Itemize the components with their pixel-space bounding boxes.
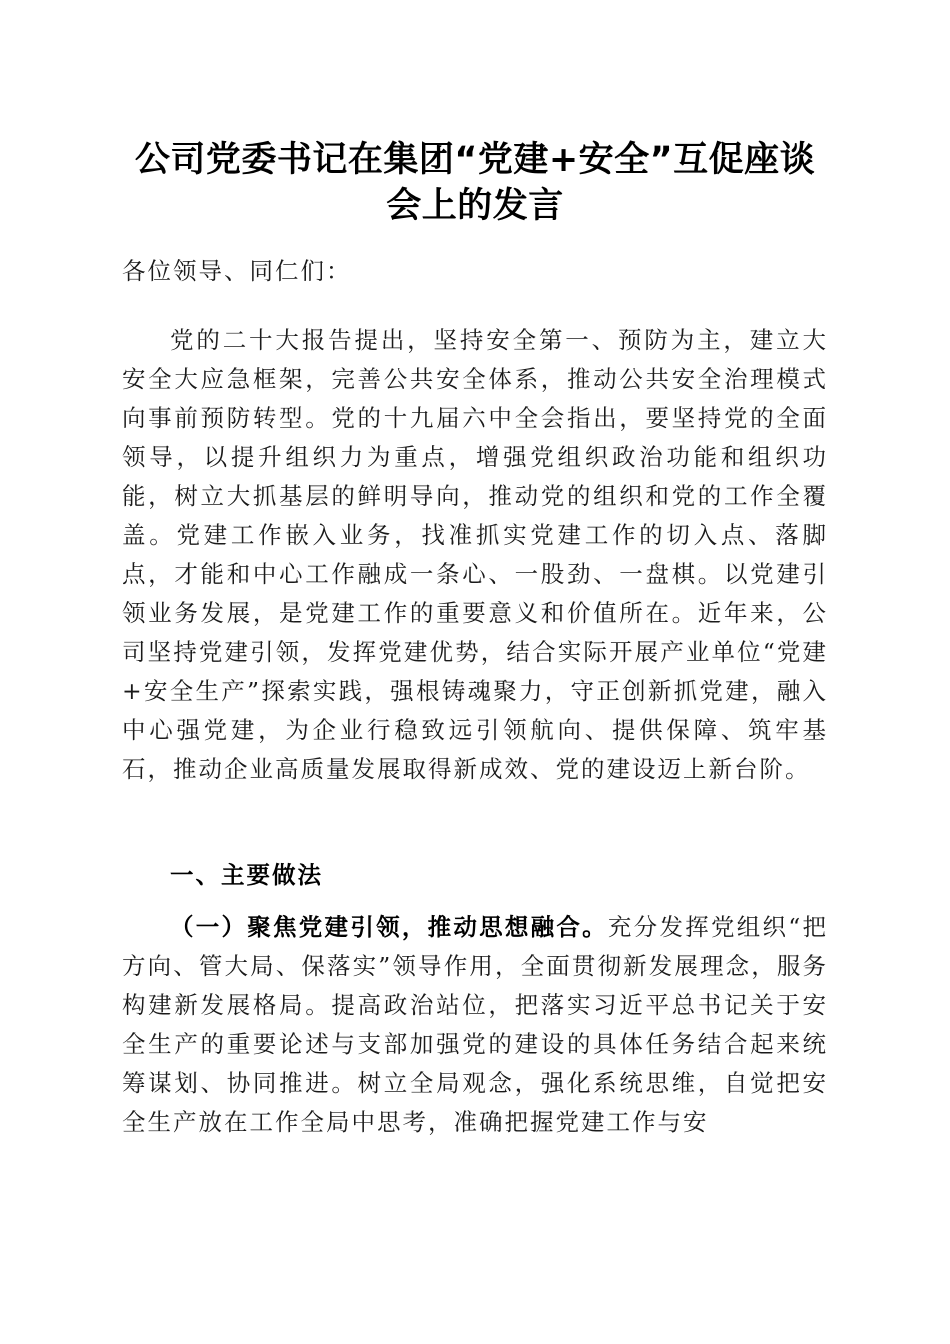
document-title-line-1: 公司党委书记在集团“党建+安全”互促座谈 (134, 140, 816, 180)
subsection-1-text: 充分发挥党组织“把方向、管大局、保落实”领导作用，全面贯彻新发展理念，服务构建新发展格局。提高政治站位，把落实习近平总书记关于安全生产的重要论述与支部加强党的建设的具体任务结合起来统筹谋划、协同推进。树立全局观念，强化系统思维，自觉把安全生产放在工作全局中思考，准确把握党建工作与安 (122, 913, 829, 1136)
subsection-1-lead: （一）聚焦党建引领，推动思想融合。 (170, 913, 608, 941)
section-heading-main-practices: 一、主要做法 (170, 861, 323, 889)
salutation: 各位领导、同仁们： (122, 257, 352, 285)
document-title-line-2: 会上的发言 (386, 186, 564, 226)
paragraph-intro: 党的二十大报告提出，坚持安全第一、预防为主，建立大安全大应急框架，完善公共安全体系，推动公共安全治理模式向事前预防转型。党的十九届六中全会指出，要坚持党的全面领导，以提升组织力为重点，增强党组织政治功能和组织功能，树立大抓基层的鲜明导向，推动党的组织和党的工作全覆盖。党建工作嵌入业务，找准抓实党建工作的切入点、落脚点，才能和中心工作融成一条心、一股劲、一盘棋。以党建引领业务发展，是党建工作的重要意义和价值所在。近年来，公司坚持党建引领，发挥党建优势，结合实际开展产业单位“党建+安全生产”探索实践，强根铸魂聚力，守正创新抓党建，融入中心强党建，为企业行稳致远引领航向、提供保障、筑牢基石，推动企业高质量发展取得新成效、党的建设迈上新台阶。 (122, 326, 828, 783)
paragraph-subsection-1 (122, 908, 828, 1142)
